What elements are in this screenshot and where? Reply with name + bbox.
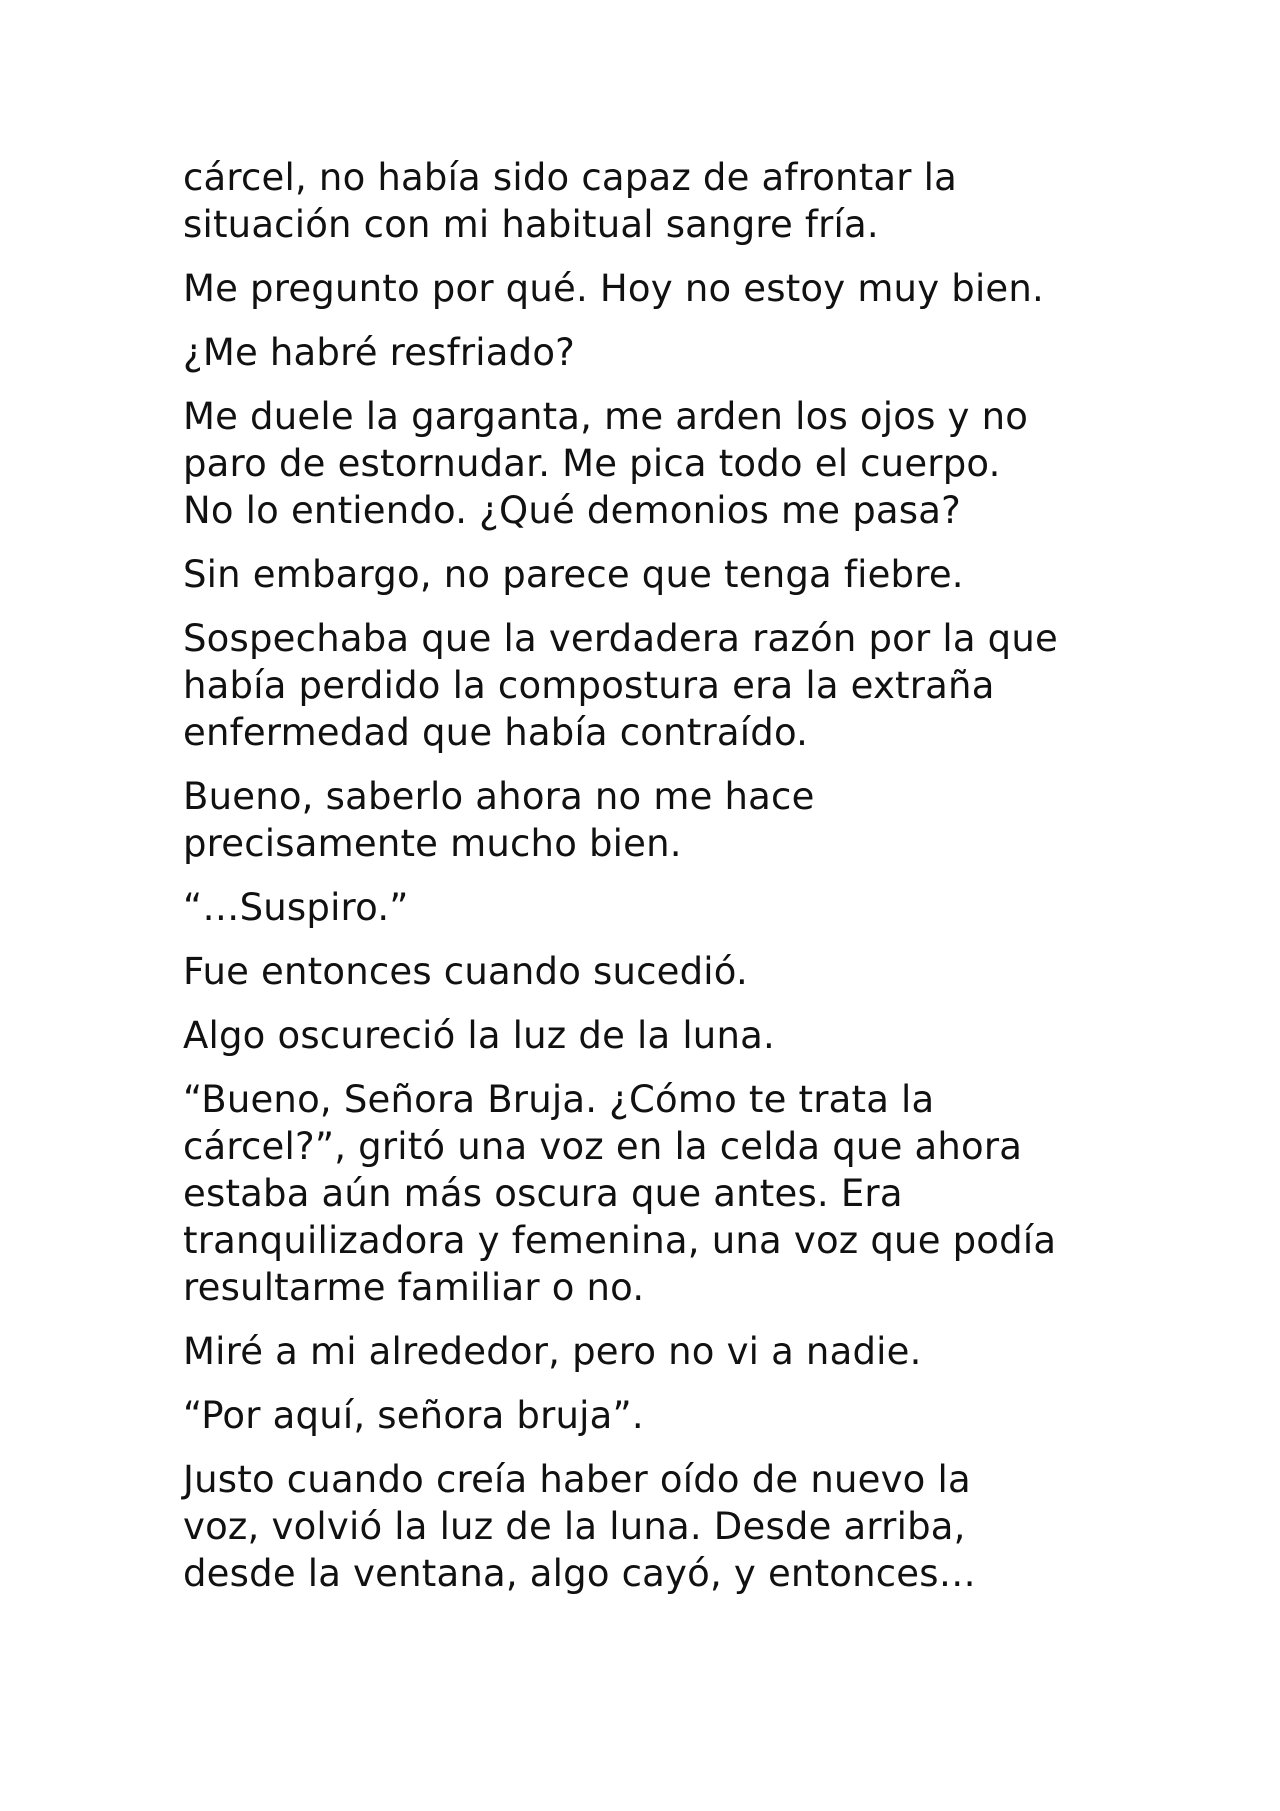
paragraph: cárcel, no había sido capaz de afrontar la situación con mi habitual sangre fría. <box>183 156 957 246</box>
paragraph: Sospechaba que la verdadera razón por la que había perdido la compostura era la extraña enfermedad que había contraído. <box>183 617 1058 754</box>
paragraph: Me pregunto por qué. Hoy no estoy muy bien. <box>183 267 1045 310</box>
paragraph: “…Suspiro.” <box>183 886 409 929</box>
paragraph: Bueno, saberlo ahora no me hace precisamente mucho bien. <box>183 775 815 865</box>
paragraph: Miré a mi alrededor, pero no vi a nadie. <box>183 1330 922 1373</box>
paragraph: Me duele la garganta, me arden los ojos y no paro de estornudar. Me pica todo el cuerpo. No lo entiendo. ¿Qué demonios me pasa? <box>183 395 1029 532</box>
paragraph: “Por aquí, señora bruja”. <box>183 1394 644 1437</box>
paragraph: Fue entonces cuando sucedió. <box>183 950 748 993</box>
body-text <box>183 154 1103 1614</box>
paragraph: Algo oscureció la luz de la luna. <box>183 1014 775 1057</box>
paragraph: Sin embargo, no parece que tenga fiebre. <box>183 553 964 596</box>
paragraph: “Bueno, Señora Bruja. ¿Cómo te trata la cárcel?”, gritó una voz en la celda que ahora estaba aún más oscura que antes. Era tranquilizadora y femenina, una voz que podía resultarme familiar o no. <box>183 1078 1057 1309</box>
paragraph: Justo cuando creía haber oído de nuevo la voz, volvió la luz de la luna. Desde arriba, desde la ventana, algo cayó, y entonces… <box>183 1458 976 1595</box>
paragraph: ¿Me habré resfriado? <box>183 331 576 374</box>
